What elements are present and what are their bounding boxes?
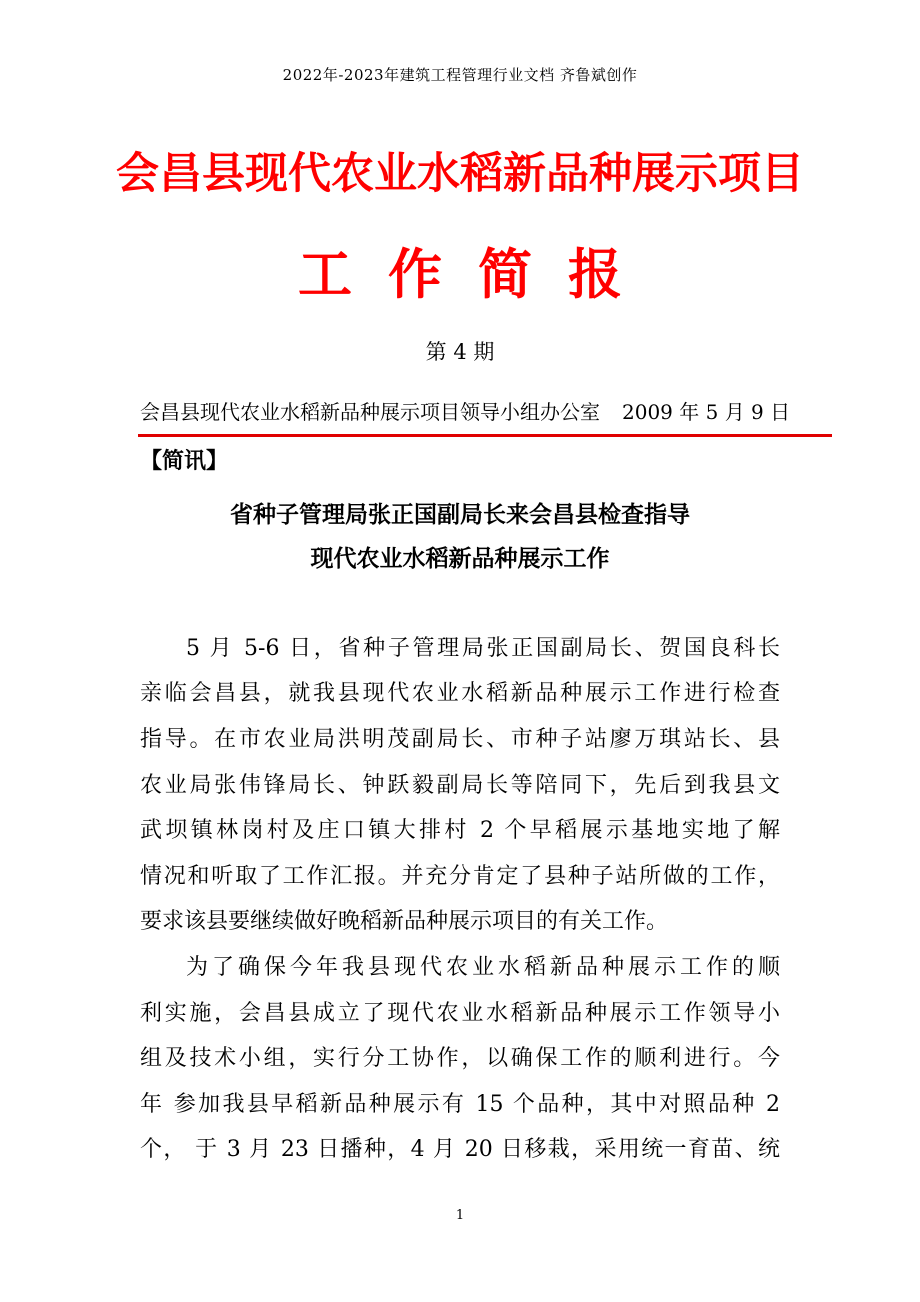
- publisher-line: [140, 396, 820, 425]
- article-title-line: 省种子管理局张正国副局长来会昌县检查指导: [230, 502, 690, 528]
- body-line: 为了确保今年我县现代农业水稻新品种展示工作的顺: [186, 955, 780, 980]
- publisher-name: 会昌县现代农业水稻新品种展示项目领导小组办公室: [140, 400, 600, 424]
- article-title-line: 现代农业水稻新品种展示工作: [310, 546, 610, 572]
- body-line: 情况和听取了工作汇报。并充分肯定了县种子站所做的工作，: [140, 864, 780, 889]
- body-line: 利实施，会昌县成立了现代农业水稻新品种展示工作领导小: [140, 1001, 780, 1026]
- masthead-subtitle: 工作简报: [298, 243, 658, 306]
- body-line: 农业局张伟锋局长、钟跃毅副局长等陪同下，先后到我县文: [140, 773, 780, 798]
- section-tag: 【简讯】: [140, 448, 229, 474]
- body-line: 个， 于 3 月 23 日播种，4 月 20 日移栽，采用统一育苗、统: [140, 1137, 780, 1162]
- body-line: 年 参加我县早稻新品种展示有 15 个品种，其中对照品种 2: [140, 1092, 780, 1117]
- body-line: 组及技术小组，实行分工协作，以确保工作的顺利进行。今: [140, 1046, 780, 1071]
- red-divider: [138, 434, 832, 437]
- masthead-title: 会昌县现代农业水稻新品种展示项目: [116, 149, 804, 199]
- publish-date: 2009 年 5 月 9 日: [622, 400, 791, 424]
- page-number: 1: [455, 1208, 465, 1223]
- body-line: 5 月 5-6 日，省种子管理局张正国副局长、贺国良科长: [186, 636, 780, 661]
- document-header: 2022年-2023年建筑工程管理行业文档 齐鲁斌创作: [282, 66, 638, 84]
- body-line: 武坝镇林岗村及庄口镇大排村 2 个早稻展示基地实地了解: [140, 818, 780, 843]
- body-line: 指导。在市农业局洪明茂副局长、市种子站廖万琪站长、县: [140, 727, 780, 752]
- body-line: 亲临会昌县，就我县现代农业水稻新品种展示工作进行检查: [140, 681, 780, 706]
- body-line: 要求该县要继续做好晚稻新品种展示项目的有关工作。: [140, 909, 669, 934]
- issue-number: 第 4 期: [425, 340, 495, 364]
